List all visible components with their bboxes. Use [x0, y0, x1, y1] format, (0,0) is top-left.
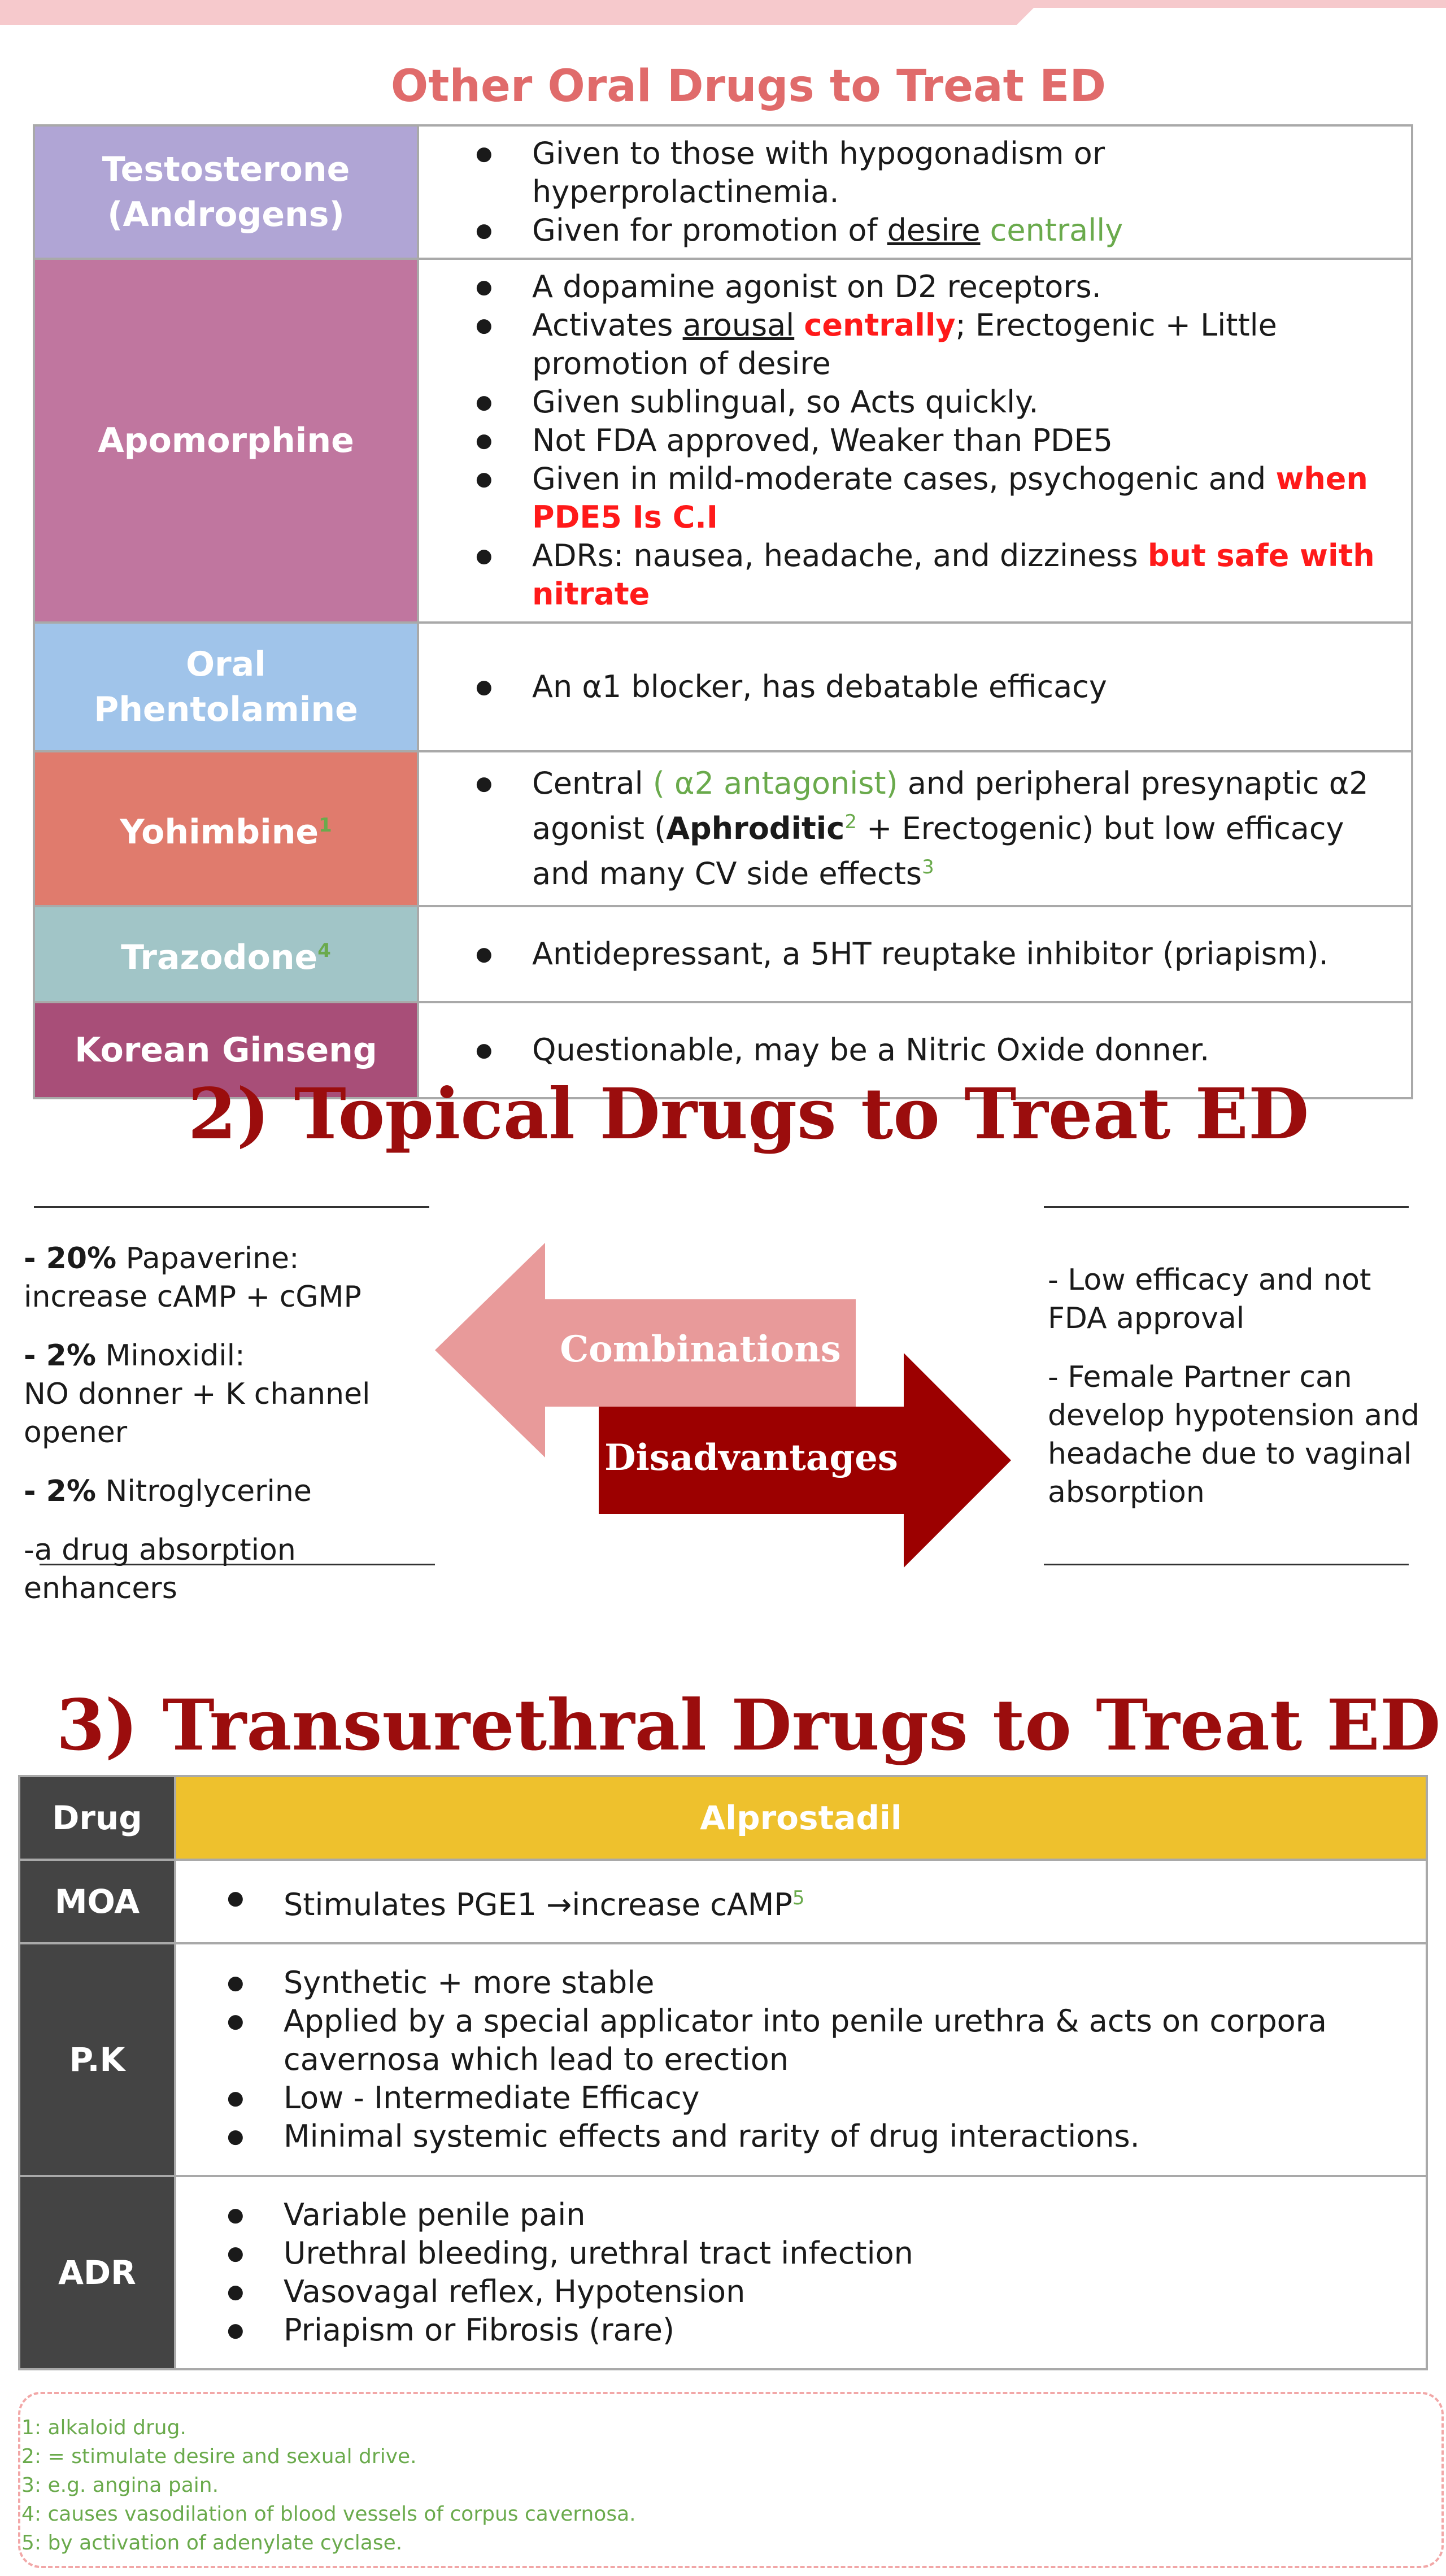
bullet-item: ● Activates arousal centrally; Erectogenic + Little promotion of desire	[476, 306, 1377, 383]
bullet-item: ● ADRs: nausea, headache, and dizziness but safe with nitrate	[476, 537, 1377, 613]
header-label: Drug	[19, 1776, 175, 1860]
divider	[1044, 1564, 1409, 1565]
bullet-item: ● Questionable, may be a Nitric Oxide donner.	[476, 1031, 1377, 1069]
content-yohimbine	[418, 751, 1412, 906]
bullet-item: ● Central ( α2 antagonist) and peripheral presynaptic α2 agonist (Aphroditic$^2$ + Erectogenic) but low efficacy and many CV side effects$^3$	[476, 764, 1377, 893]
label-line: Phentolamine	[94, 690, 358, 729]
bullet-item: ● A dopamine agonist on D2 receptors.	[476, 268, 1377, 306]
combinations-list	[24, 1239, 453, 1628]
footnote: 1: alkaloid drug.	[21, 2416, 186, 2439]
table-row	[34, 751, 1412, 906]
combinations-arrow-label: Combinations	[560, 1328, 841, 1370]
adr-label: ADR	[19, 2176, 175, 2369]
content-testosterone	[418, 125, 1412, 259]
table-row	[19, 1776, 1427, 1860]
table-row	[19, 1943, 1427, 2176]
footnote: 4: causes vasodilation of blood vessels of corpus cavernosa.	[21, 2503, 636, 2526]
bullet-item: ● Variable penile pain	[227, 2196, 1403, 2234]
list-item: - Female Partner can develop hypotension and headache due to vaginal absorption	[1048, 1360, 1420, 1509]
divider	[34, 1206, 429, 1208]
table-row	[34, 623, 1412, 751]
bullet-item: ● Antidepressant, a 5HT reuptake inhibitor (priapism).	[476, 935, 1377, 973]
footnotes-box	[18, 2392, 1444, 2568]
label-line: Testosterone	[102, 150, 350, 189]
bullet-item: ● Vasovagal reflex, Hypotension	[227, 2273, 1403, 2311]
list-item: - 2% Nitroglycerine	[24, 1474, 312, 1508]
bullet-item: ● Synthetic + more stable	[227, 1964, 1403, 2002]
table-row	[19, 2176, 1427, 2369]
label-phentolamine	[34, 623, 418, 751]
divider	[1044, 1206, 1409, 1208]
bullet-item: ● Given for promotion of desire centrally	[476, 211, 1377, 250]
transurethral-table	[18, 1775, 1428, 2370]
label-trazodone: Trazodone$^4$	[34, 906, 418, 1002]
footnote: 2: = stimulate desire and sexual drive.	[21, 2445, 417, 2468]
pk-content	[175, 1943, 1427, 2176]
moa-content	[175, 1860, 1427, 1943]
label-line: Oral	[186, 645, 266, 684]
adr-content	[175, 2176, 1427, 2369]
footnote: 3: e.g. angina pain.	[21, 2474, 219, 2497]
list-item: -a drug absorption enhancers	[24, 1533, 296, 1605]
list-item: - 20% Papaverine: increase cAMP + cGMP	[24, 1242, 362, 1314]
section3-title: 3) Transurethral Drugs to Treat ED	[56, 1685, 1441, 1766]
bullet-item: ● Not FDA approved, Weaker than PDE5	[476, 421, 1377, 460]
moa-label: MOA	[19, 1860, 175, 1943]
bullet-item: ● Low - Intermediate Efficacy	[227, 2079, 1403, 2117]
content-apomorphine	[418, 259, 1412, 623]
bullet-item: ● Minimal systemic effects and rarity of drug interactions.	[227, 2117, 1403, 2156]
disadvantages-list	[1048, 1261, 1421, 1532]
table-row	[34, 259, 1412, 623]
label-korean-ginseng: Korean Ginseng	[34, 1002, 418, 1098]
top-decorative-band	[0, 0, 1446, 25]
bullet-item: ● Applied by a special applicator into penile urethra & acts on corpora cavernosa which lead to erection	[227, 2002, 1403, 2079]
label-apomorphine: Apomorphine	[34, 259, 418, 623]
disadvantages-arrow-label: Disadvantages	[604, 1437, 898, 1479]
list-item: - Low efficacy and not FDA approval	[1048, 1263, 1371, 1335]
bullet-item: ● An α1 blocker, has debatable efficacy	[476, 668, 1377, 706]
bullet-item: ● Stimulates PGE1 →increase cAMP$^5$	[227, 1879, 1403, 1924]
bullet-item: ● Given sublingual, so Acts quickly.	[476, 383, 1377, 421]
table-row	[19, 1860, 1427, 1943]
table-row	[34, 906, 1412, 1002]
arrows-graphic	[435, 1243, 1022, 1570]
bullet-item: ● Priapism or Fibrosis (rare)	[227, 2311, 1403, 2349]
table-row	[34, 125, 1412, 259]
content-phentolamine	[418, 623, 1412, 751]
label-yohimbine: Yohimbine$^1$	[34, 751, 418, 906]
label-testosterone	[34, 125, 418, 259]
bullet-item: ● Given to those with hypogonadism or hyperprolactinemia.	[476, 134, 1377, 211]
content-trazodone	[418, 906, 1412, 1002]
header-value: Alprostadil	[175, 1776, 1427, 1860]
bullet-item: ● Given in mild-moderate cases, psychogenic and when PDE5 Is C.I	[476, 460, 1377, 537]
pk-label: P.K	[19, 1943, 175, 2176]
oral-drugs-table	[33, 124, 1413, 1099]
bullet-item: ● Urethral bleeding, urethral tract infection	[227, 2234, 1403, 2273]
footnote: 5: by activation of adenylate cyclase.	[21, 2531, 403, 2555]
label-line: (Androgens)	[107, 195, 345, 234]
section1-title: Other Oral Drugs to Treat ED	[390, 61, 1107, 112]
section2-title: 2) Topical Drugs to Treat ED	[188, 1073, 1309, 1155]
list-item: - 2% Minoxidil: NO donner + K channel opener	[24, 1339, 371, 1450]
